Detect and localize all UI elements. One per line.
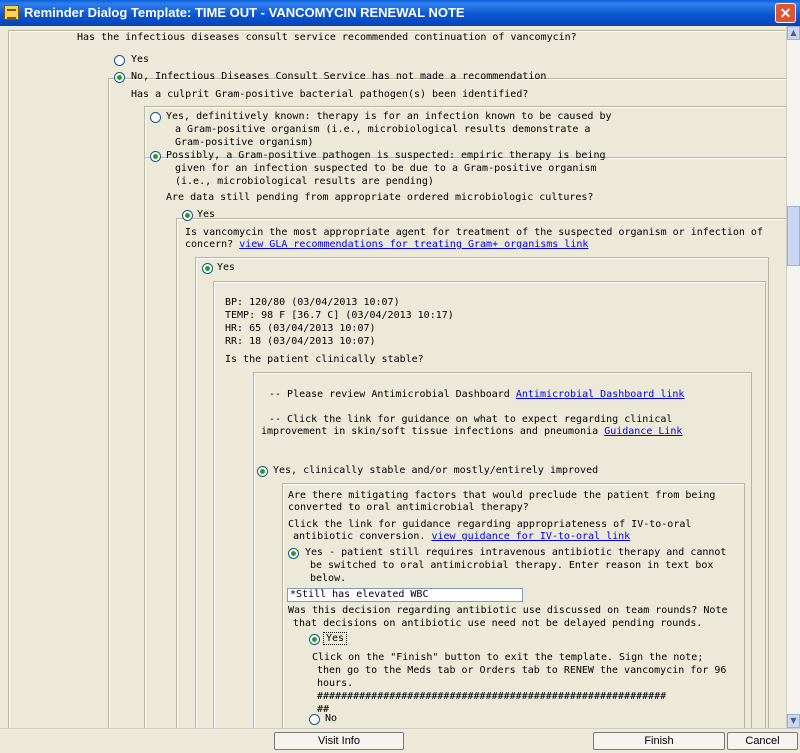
close-button[interactable]: ✕ xyxy=(775,3,796,23)
visit-info-button[interactable]: Visit Info xyxy=(274,732,404,750)
agent-question-prefix: concern? xyxy=(185,239,234,250)
finish-instructions-line3: hours. xyxy=(317,678,354,689)
vital-bp: BP: 120/80 (03/04/2013 10:07) xyxy=(225,297,400,308)
stable-question: Is the patient clinically stable? xyxy=(225,354,424,365)
finish-instructions-line5: ## xyxy=(317,704,330,715)
review-dashboard-text: -- Please review Antimicrobial Dashboard xyxy=(269,389,510,400)
vertical-scrollbar[interactable] xyxy=(786,26,800,728)
scroll-thumb[interactable] xyxy=(787,206,800,266)
pathogen-possibly-line3: (i.e., microbiological results are pending) xyxy=(175,176,434,187)
ivoral-line1: Click the link for guidance regarding appropriateness of IV-to-oral xyxy=(288,519,692,530)
ivoral-line2-text: antibiotic conversion. xyxy=(293,531,426,542)
guidance-line2 xyxy=(261,425,682,439)
agent-yes-radio[interactable] xyxy=(202,263,213,274)
rounds-no-label[interactable]: No xyxy=(325,713,338,724)
scroll-down-arrow-icon[interactable]: ▼ xyxy=(787,714,800,728)
scroll-up-arrow-icon[interactable]: ▲ xyxy=(787,26,800,40)
guidance-link[interactable]: Guidance Link xyxy=(604,426,683,437)
pathogen-possibly-line1[interactable]: Possibly, a Gram-positive pathogen is suspected: empiric therapy is being xyxy=(166,150,606,161)
pathogen-possibly-radio[interactable] xyxy=(150,151,161,162)
consult-yes-label[interactable]: Yes xyxy=(131,54,150,65)
iv-yes-line2: be switched to oral antimicrobial therapy. Enter reason in text box xyxy=(310,560,714,571)
rounds-yes-text[interactable]: Yes xyxy=(323,632,347,645)
consult-no-radio[interactable] xyxy=(114,72,125,83)
vital-hr: HR: 65 (03/04/2013 10:07) xyxy=(225,323,376,334)
rounds-question-line2: that decisions on antibiotic use need not be delayed pending rounds. xyxy=(293,618,703,629)
reason-text-input[interactable]: *Still has elevated WBC xyxy=(287,588,523,602)
finish-instructions-line4: ########################################################## xyxy=(317,691,667,702)
rounds-yes-label[interactable] xyxy=(323,632,347,646)
pathogen-yes-line3: Gram-positive organism) xyxy=(175,137,314,148)
pathogen-yes-line1[interactable]: Yes, definitively known: therapy is for an infection known to be caused by xyxy=(166,111,612,122)
pending-yes-radio[interactable] xyxy=(182,210,193,221)
iv-yes-line1[interactable]: Yes - patient still requires intravenous antibiotic therapy and cannot xyxy=(305,547,727,558)
consult-no-label[interactable]: No, Infectious Diseases Consult Service has not made a recommendation xyxy=(131,71,547,82)
pathogen-yes-radio[interactable] xyxy=(150,112,161,123)
dialog-footer xyxy=(0,728,800,753)
rounds-no-radio[interactable] xyxy=(309,714,320,725)
gla-recommendations-link[interactable]: view GLA recommendations for treating Gram+ organisms link xyxy=(239,239,589,250)
consult-question: Has the infectious diseases consult service recommended continuation of vancomycin? xyxy=(77,32,577,43)
consult-yes-radio[interactable] xyxy=(114,55,125,66)
pending-yes-label[interactable]: Yes xyxy=(197,209,216,220)
stable-yes-radio[interactable] xyxy=(257,466,268,477)
vital-rr: RR: 18 (03/04/2013 10:07) xyxy=(225,336,376,347)
rounds-question-line1: Was this decision regarding antibiotic use discussed on team rounds? Note xyxy=(288,605,728,616)
finish-instructions-line1: Click on the "Finish" button to exit the template. Sign the note; xyxy=(312,652,704,663)
ivoral-line2 xyxy=(293,530,630,544)
antimicrobial-dashboard-link[interactable]: Antimicrobial Dashboard link xyxy=(515,389,685,400)
rounds-yes-radio[interactable] xyxy=(309,634,320,645)
finish-instructions-line2: then go to the Meds tab or Orders tab to RENEW the vancomycin for 96 xyxy=(317,665,727,676)
agent-question-line1: Is vancomycin the most appropriate agent for treatment of the suspected organism or infection of xyxy=(185,227,763,238)
pending-question: Are data still pending from appropriate ordered microbiologic cultures? xyxy=(166,192,594,203)
mitigating-question-line2: converted to oral antimicrobial therapy? xyxy=(288,502,529,513)
cancel-button[interactable]: Cancel xyxy=(727,732,798,750)
iv-yes-line3: below. xyxy=(310,573,347,584)
iv-yes-radio[interactable] xyxy=(288,548,299,559)
title-bar xyxy=(0,0,800,26)
mitigating-question-line1: Are there mitigating factors that would preclude the patient from being xyxy=(288,490,716,501)
agent-question-line2 xyxy=(185,238,588,252)
pathogen-possibly-line2: given for an infection suspected to be due to a Gram-positive organism xyxy=(175,163,597,174)
guidance-line1: -- Click the link for guidance on what to expect regarding clinical xyxy=(269,414,673,425)
review-dashboard-line xyxy=(269,388,684,402)
pathogen-yes-line2: a Gram-positive organism (i.e., microbiological results demonstrate a xyxy=(175,124,591,135)
agent-yes-label[interactable]: Yes xyxy=(217,262,236,273)
app-icon xyxy=(4,5,19,20)
window-title: Reminder Dialog Template: TIME OUT - VANCOMYCIN RENEWAL NOTE xyxy=(24,5,465,20)
iv-to-oral-guidance-link[interactable]: view guidance for IV-to-oral link xyxy=(431,531,631,542)
stable-yes-label[interactable]: Yes, clinically stable and/or mostly/entirely improved xyxy=(273,465,599,476)
finish-button[interactable]: Finish xyxy=(593,732,725,750)
pathogen-question: Has a culprit Gram-positive bacterial pathogen(s) been identified? xyxy=(131,89,529,100)
reminder-dialog-content xyxy=(3,26,786,728)
vital-temp: TEMP: 98 F [36.7 C] (03/04/2013 10:17) xyxy=(225,310,454,321)
guidance-line2-text: improvement in skin/soft tissue infections and pneumonia xyxy=(261,426,599,437)
